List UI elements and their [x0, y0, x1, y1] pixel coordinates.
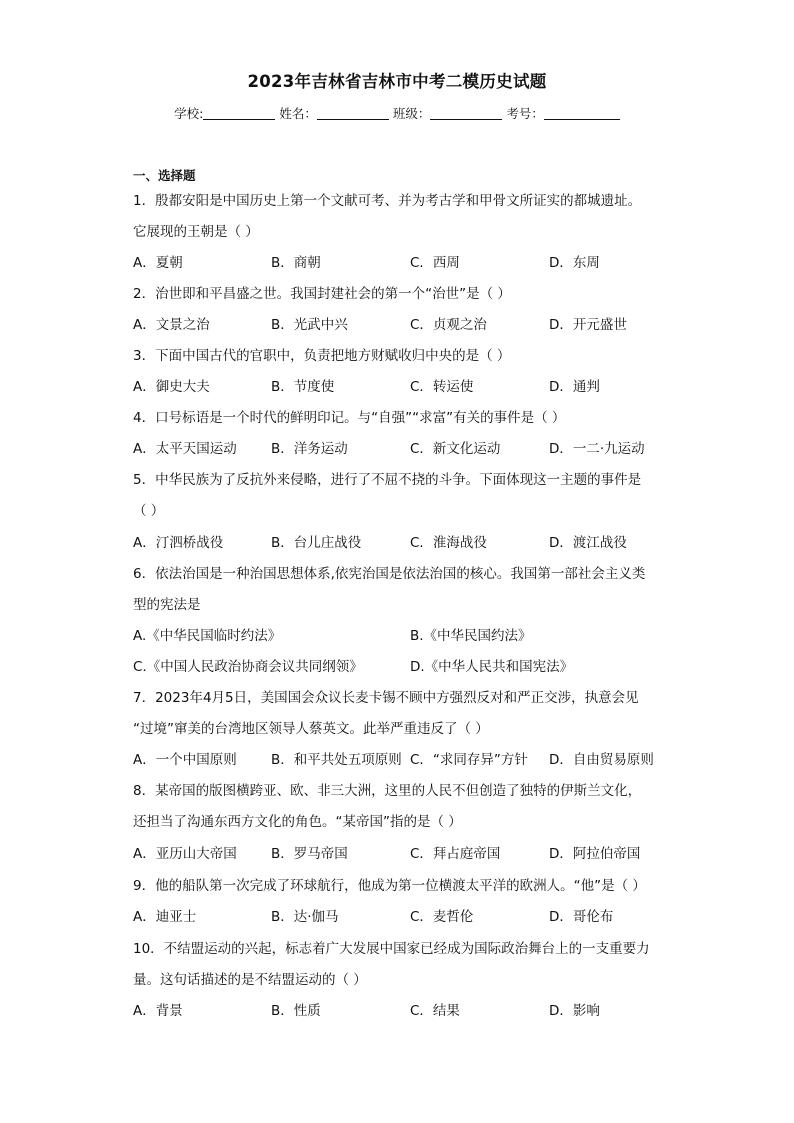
option-b[interactable]: B．节度使 [271, 379, 335, 395]
option-a[interactable]: A．背景 [133, 1003, 183, 1019]
option-b[interactable]: B．达·伽马 [271, 909, 339, 925]
option-a[interactable]: A．文景之治 [133, 317, 210, 333]
options-row [133, 996, 673, 1027]
options-row [133, 621, 673, 652]
question-1 [133, 186, 663, 248]
school-label: 学校: [174, 106, 204, 121]
option-b[interactable]: B．洋务运动 [271, 441, 348, 457]
option-a[interactable]: A.《中华民国临时约法》 [133, 628, 282, 644]
name-blank[interactable] [317, 106, 389, 120]
question-9 [133, 871, 663, 902]
options-row [133, 839, 673, 870]
option-c[interactable]: C．新文化运动 [410, 441, 501, 457]
question-text-line: 3．下面中国古代的官职中，负责把地方财赋收归中央的是（ ） [133, 348, 511, 364]
name-label: 姓名： [279, 106, 317, 121]
option-a[interactable]: A．迪亚士 [133, 909, 197, 925]
question-text-line: 5．中华民族为了反抗外来侵略，进行了不屈不挠的斗争。下面体现这一主题的事件是 [133, 472, 642, 488]
exam-number-blank[interactable] [544, 106, 620, 120]
options-row [133, 528, 673, 559]
class-blank[interactable] [430, 106, 502, 120]
question-8 [133, 776, 663, 838]
question-text-line: 10．不结盟运动的兴起，标志着广大发展中国家已经成为国际政治舞台上的一支重要力 [133, 941, 650, 957]
option-c[interactable]: C．贞观之治 [410, 317, 487, 333]
question-text-line: （ ） [133, 503, 165, 519]
question-4 [133, 403, 663, 434]
option-d[interactable]: D.《中华人民共和国宪法》 [410, 659, 574, 675]
question-text-line: 2．治世即和平昌盛之世。我国封建社会的第一个“治世”是（ ） [133, 286, 511, 302]
option-c[interactable]: C．西周 [410, 255, 460, 271]
option-d[interactable]: D．阿拉伯帝国 [549, 846, 641, 862]
option-d[interactable]: D．一二·九运动 [549, 441, 645, 457]
question-7 [133, 683, 663, 745]
option-c[interactable]: C．转运使 [410, 379, 474, 395]
question-6 [133, 559, 663, 621]
school-blank[interactable] [203, 106, 275, 120]
question-text-line: 1．殷都安阳是中国历史上第一个文献可考、并为考古学和甲骨文所证实的都城遗址。 [133, 193, 642, 209]
options-row [133, 902, 673, 933]
option-d[interactable]: D．渡江战役 [549, 535, 627, 551]
question-text-line: 4．口号标语是一个时代的鲜明印记。与“自强”“求富”有关的事件是（ ） [133, 410, 566, 426]
question-text-line: “过境”窜美的台湾地区领导人蔡英文。此举严重违反了（ ） [133, 721, 489, 737]
option-c[interactable]: C.《中国人民政治协商会议共同纲领》 [133, 659, 363, 675]
option-a[interactable]: A．御史大夫 [133, 379, 210, 395]
question-text-line: 7．2023年4月5日，美国国会众议长麦卡锡不顾中方强烈反对和严正交涉，执意会见 [133, 690, 639, 706]
option-d[interactable]: D．影响 [549, 1003, 600, 1019]
exam-number-label: 考号： [506, 106, 544, 121]
question-10 [133, 934, 663, 996]
options-row [133, 310, 673, 341]
question-text-line: 型的宪法是 [133, 597, 201, 613]
option-c[interactable]: C．麦哲伦 [410, 909, 474, 925]
option-d[interactable]: D．自由贸易原则 [549, 752, 654, 768]
option-d[interactable]: D．通判 [549, 379, 600, 395]
question-5 [133, 465, 663, 527]
options-row [133, 745, 673, 776]
option-b[interactable]: B.《中华民国约法》 [410, 628, 532, 644]
question-text-line: 9．他的船队第一次完成了环球航行，他成为第一位横渡太平洋的欧洲人。“他”是（ ） [133, 878, 646, 894]
options-row [133, 434, 673, 465]
student-info-line [0, 104, 794, 122]
option-b[interactable]: B．商朝 [271, 255, 321, 271]
option-c[interactable]: C．拜占庭帝国 [410, 846, 501, 862]
question-text-line: 量。这句话描述的是不结盟运动的（ ） [133, 972, 367, 988]
option-d[interactable]: D．哥伦布 [549, 909, 614, 925]
option-a[interactable]: A．一个中国原则 [133, 752, 237, 768]
option-c[interactable]: C．结果 [410, 1003, 460, 1019]
option-d[interactable]: D．开元盛世 [549, 317, 627, 333]
option-b[interactable]: B．台儿庄战役 [271, 535, 362, 551]
options-row [133, 652, 673, 683]
question-text-line: 它展现的王朝是（ ） [133, 224, 259, 240]
option-b[interactable]: B．性质 [271, 1003, 321, 1019]
option-c[interactable]: C．淮海战役 [410, 535, 487, 551]
option-d[interactable]: D．东周 [549, 255, 600, 271]
class-label: 班级： [392, 106, 431, 121]
options-row [133, 248, 673, 279]
question-text-line: 6．依法治国是一种治国思想体系,依宪治国是依法治国的核心。我国第一部社会主义类 [133, 566, 646, 582]
option-a[interactable]: A．太平天国运动 [133, 441, 237, 457]
option-a[interactable]: A．夏朝 [133, 255, 183, 271]
page-title: 2023年吉林省吉林市中考二模历史试题 [247, 72, 547, 91]
question-3 [133, 341, 663, 372]
option-c[interactable]: C．“求同存异”方针 [410, 752, 528, 768]
question-text-line: 还担当了沟通东西方文化的角色。“某帝国”指的是（ ） [133, 814, 462, 830]
option-b[interactable]: B．光武中兴 [271, 317, 348, 333]
option-b[interactable]: B．罗马帝国 [271, 846, 348, 862]
options-row [133, 372, 673, 403]
option-b[interactable]: B．和平共处五项原则 [271, 752, 402, 768]
question-text-line: 8．某帝国的版图横跨亚、欧、非三大洲，这里的人民不但创造了独特的伊斯兰文化， [133, 783, 642, 799]
question-2 [133, 279, 663, 310]
option-a[interactable]: A．汀泗桥战役 [133, 535, 224, 551]
option-a[interactable]: A．亚历山大帝国 [133, 846, 237, 862]
section-heading: 一、选择题 [133, 168, 196, 183]
